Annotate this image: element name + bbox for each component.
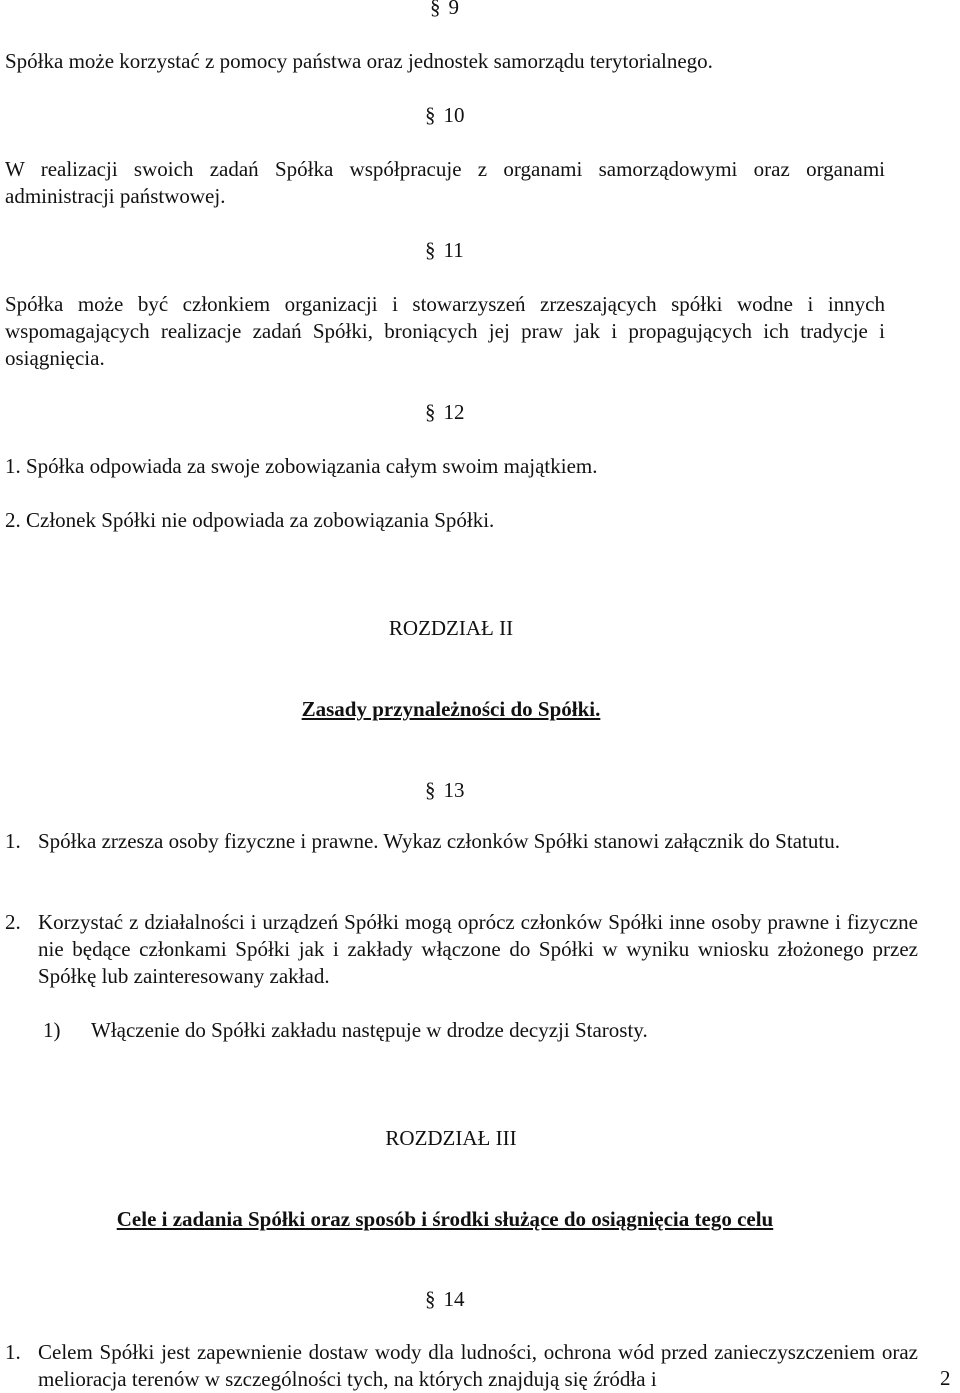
item-number: 1. xyxy=(5,454,21,478)
section-symbol: § xyxy=(425,238,436,262)
list-item xyxy=(5,507,885,534)
list-item xyxy=(5,1339,918,1393)
section-symbol: § xyxy=(425,1287,436,1311)
section-number: 13 xyxy=(443,778,465,802)
list-item xyxy=(5,828,918,855)
item-number: 2. xyxy=(5,508,21,532)
item-text: Spółka zrzesza osoby fizyczne i prawne. Wykaz członków Spółki stanowi załącznik do Statutu. xyxy=(38,829,840,853)
list-item xyxy=(5,453,885,480)
subitem-text: Włączenie do Spółki zakładu następuje w drodze decyzji Starosty. xyxy=(91,1018,648,1042)
page-number: 2 xyxy=(940,1366,951,1390)
chapter-title xyxy=(0,696,902,723)
chapter-title xyxy=(0,1206,890,1233)
section-number: 14 xyxy=(443,1287,465,1311)
section-heading-12 xyxy=(425,399,465,426)
item-number: 1. xyxy=(5,829,21,853)
item-text: Celem Spółki jest zapewnienie dostaw wody dla ludności, ochrona wód przed zanieczyszczeniem oraz melioracja terenów w szczególności tych, na których znajdują się źródła i xyxy=(38,1340,918,1391)
section-number: 10 xyxy=(443,103,465,127)
section-number: 9 xyxy=(448,0,459,19)
section-symbol: § xyxy=(425,103,436,127)
section-number: 11 xyxy=(443,238,464,262)
item-text: Korzystać z działalności i urządzeń Spółki mogą oprócz członków Spółki inne osoby prawne i fizyczne nie będące członkami Spółki jak i zakłady włączone do Spółki w wyniku wniosku złożonego przez Spółkę lub zainteresowany zakład. xyxy=(38,910,918,988)
section-symbol: § xyxy=(430,0,441,19)
section-heading-14 xyxy=(425,1286,465,1313)
item-number: 1. xyxy=(5,1340,21,1364)
chapter-label: ROZDZIAŁ III xyxy=(385,1126,517,1150)
chapter-title-text: Zasady przynależności do Spółki. xyxy=(301,697,601,721)
sub-list-item xyxy=(43,1017,883,1044)
section-heading-10 xyxy=(425,102,465,129)
section-heading-11 xyxy=(425,237,464,264)
paragraph: Spółka może korzystać z pomocy państwa oraz jednostek samorządu terytorialnego. xyxy=(5,49,713,73)
item-text: Członek Spółki nie odpowiada za zobowiązania Spółki. xyxy=(26,508,495,532)
paragraph: W realizacji swoich zadań Spółka współpracuje z organami samorządowymi oraz organami administracji państwowej. xyxy=(5,157,885,208)
chapter-label: ROZDZIAŁ II xyxy=(388,616,514,640)
subitem-number: 1) xyxy=(43,1018,61,1042)
paragraph: Spółka może być członkiem organizacji i stowarzyszeń zrzeszających spółki wodne i innych wspomagających realizacje zadań Spółki, broniących jej praw jak i propagujących ich tradycje i osiągnięcia. xyxy=(5,292,885,370)
section-symbol: § xyxy=(425,400,436,424)
section-heading-9 xyxy=(430,0,459,21)
list-item xyxy=(5,909,918,990)
item-number: 2. xyxy=(5,910,21,934)
item-text: Spółka odpowiada za swoje zobowiązania całym swoim majątkiem. xyxy=(26,454,598,478)
section-number: 12 xyxy=(443,400,465,424)
section-heading-13 xyxy=(425,777,465,804)
section-symbol: § xyxy=(425,778,436,802)
chapter-title-text: Cele i zadania Spółki oraz sposób i środki służące do osiągnięcia tego celu xyxy=(116,1207,774,1231)
